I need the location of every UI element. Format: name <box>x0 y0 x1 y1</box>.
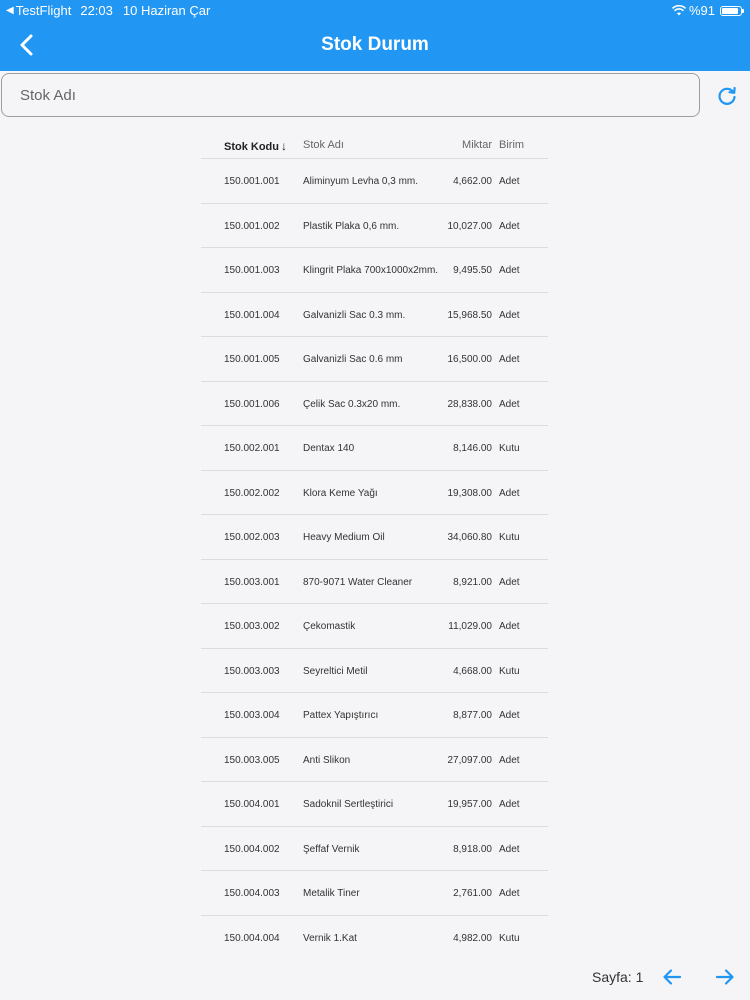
column-header-quantity[interactable]: Miktar <box>462 139 492 151</box>
column-header-stock-name[interactable]: Stok Adı <box>303 139 344 151</box>
cell-unit: Adet <box>499 309 520 321</box>
cell-stock-name: Klingrit Plaka 700x1000x2mm. <box>303 265 439 276</box>
stock-table <box>201 134 548 959</box>
battery-fill <box>722 8 738 14</box>
table-row[interactable] <box>201 381 548 426</box>
cell-quantity: 8,877.00 <box>453 710 492 721</box>
arrow-right-icon[interactable] <box>714 966 736 988</box>
status-date: 10 Haziran Çar <box>122 3 211 18</box>
cell-stock-name: Vernik 1.Kat <box>303 932 357 944</box>
cell-stock-name: Dentax 140 <box>303 443 355 454</box>
cell-stock-name: Heavy Medium Oil <box>303 532 385 543</box>
table-row[interactable] <box>201 203 548 248</box>
cell-stock-code: 150.002.003 <box>224 532 280 543</box>
cell-unit: Adet <box>499 754 520 766</box>
cell-stock-name: Metalik Tiner <box>303 888 360 899</box>
cell-quantity: 19,957.00 <box>447 799 492 810</box>
cell-stock-code: 150.001.003 <box>224 265 280 276</box>
cell-quantity: 9,495.50 <box>453 265 492 276</box>
table-row[interactable] <box>201 648 548 693</box>
cell-quantity: 34,060.80 <box>447 532 492 543</box>
cell-unit: Adet <box>499 220 520 232</box>
cell-stock-code: 150.003.001 <box>224 576 280 588</box>
cell-unit: Adet <box>499 176 520 187</box>
arrow-down-icon[interactable]: ↓ <box>281 139 287 153</box>
cell-stock-name: Sadoknil Sertleştirici <box>303 799 394 810</box>
cell-stock-code: 150.002.002 <box>224 487 280 499</box>
cell-unit: Adet <box>499 398 520 410</box>
table-row[interactable] <box>201 292 548 337</box>
cell-stock-name: Plastik Plaka 0,6 mm. <box>303 220 400 232</box>
table-row[interactable] <box>201 826 548 871</box>
cell-unit: Kutu <box>499 665 520 677</box>
table-row[interactable] <box>201 915 548 960</box>
table-row[interactable] <box>201 158 548 203</box>
cell-quantity: 8,146.00 <box>453 443 492 454</box>
cell-unit: Kutu <box>499 443 520 454</box>
back-to-app-icon[interactable]: ◀ <box>6 5 14 16</box>
cell-quantity: 19,308.00 <box>447 487 492 499</box>
cell-quantity: 4,982.00 <box>453 932 492 944</box>
table-row[interactable] <box>201 692 548 737</box>
table-row[interactable] <box>201 247 548 292</box>
column-header-unit[interactable]: Birim <box>499 139 525 151</box>
cell-stock-name: 870-9071 Water Cleaner <box>303 576 413 588</box>
app-bar <box>0 0 750 71</box>
cell-unit: Adet <box>499 843 520 855</box>
cell-stock-name: Şeffaf Vernik <box>303 843 360 855</box>
cell-quantity: 11,029.00 <box>448 621 492 632</box>
status-bar-left <box>6 3 210 18</box>
cell-quantity: 15,968.50 <box>447 309 492 321</box>
cell-stock-name: Galvanizli Sac 0.6 mm <box>303 354 403 365</box>
cell-unit: Adet <box>499 710 520 721</box>
cell-unit: Adet <box>499 265 520 276</box>
cell-stock-code: 150.001.004 <box>224 309 280 321</box>
cell-quantity: 2,761.00 <box>453 888 492 899</box>
cell-stock-code: 150.003.003 <box>224 665 280 677</box>
table-row[interactable] <box>201 470 548 515</box>
cell-quantity: 10,027.00 <box>447 220 492 232</box>
cell-stock-name: Çekomastik <box>303 621 356 632</box>
cell-unit: Adet <box>499 576 520 588</box>
cell-stock-code: 150.004.003 <box>224 888 280 899</box>
wifi-icon <box>672 5 686 16</box>
cell-quantity: 16,500.00 <box>447 354 492 365</box>
table-row[interactable] <box>201 559 548 604</box>
table-row[interactable] <box>201 425 548 470</box>
cell-stock-name: Aliminyum Levha 0,3 mm. <box>303 176 419 187</box>
cell-stock-code: 150.001.005 <box>224 354 280 365</box>
table-header <box>201 134 548 158</box>
cell-quantity: 8,921.00 <box>453 576 492 588</box>
cell-stock-name: Galvanizli Sac 0.3 mm. <box>303 309 406 321</box>
cell-quantity: 4,668.00 <box>453 665 492 677</box>
cell-stock-name: Klora Keme Yağı <box>303 487 378 499</box>
cell-stock-code: 150.003.002 <box>224 621 280 632</box>
cell-stock-name: Çelik Sac 0.3x20 mm. <box>303 398 401 410</box>
cell-stock-code: 150.001.001 <box>224 176 280 187</box>
search-input[interactable] <box>1 73 700 117</box>
cell-stock-name: Anti Slikon <box>303 754 351 766</box>
refresh-icon[interactable] <box>715 84 739 108</box>
table-body <box>201 158 548 959</box>
table-row[interactable] <box>201 870 548 915</box>
cell-unit: Adet <box>499 888 520 899</box>
status-bar <box>0 0 750 20</box>
status-time: 22:03 <box>80 3 113 18</box>
back-to-app-label[interactable]: TestFlight <box>15 3 72 18</box>
cell-stock-code: 150.001.002 <box>224 220 280 232</box>
cell-quantity: 4,662.00 <box>453 176 492 187</box>
cell-quantity: 28,838.00 <box>447 398 492 410</box>
cell-stock-code: 150.004.001 <box>224 799 280 810</box>
page-title: Stok Durum <box>321 34 429 55</box>
cell-stock-name: Pattex Yapıştırıcı <box>303 710 379 721</box>
battery-percent: %91 <box>688 3 715 18</box>
cell-unit: Kutu <box>499 932 520 944</box>
cell-unit: Kutu <box>499 532 520 543</box>
cell-unit: Adet <box>499 354 520 365</box>
cell-stock-name: Seyreltici Metil <box>303 665 368 677</box>
cell-stock-code: 150.004.004 <box>224 932 280 944</box>
cell-stock-code: 150.004.002 <box>224 843 280 855</box>
cell-stock-code: 150.002.001 <box>224 443 280 454</box>
cell-quantity: 8,918.00 <box>453 843 492 855</box>
arrow-left-icon[interactable] <box>661 966 683 988</box>
cell-quantity: 27,097.00 <box>447 754 492 766</box>
table-row[interactable] <box>201 336 548 381</box>
table-row[interactable] <box>201 781 548 826</box>
table-row[interactable] <box>201 514 548 559</box>
cell-stock-code: 150.003.004 <box>224 710 280 721</box>
battery-icon <box>720 6 742 16</box>
cell-unit: Adet <box>499 799 520 810</box>
status-bar-right <box>672 3 742 18</box>
cell-unit: Adet <box>499 487 520 499</box>
column-header-stock-code[interactable] <box>224 139 287 153</box>
column-header-stock-code-label[interactable]: Stok Kodu <box>224 141 279 153</box>
cell-unit: Adet <box>499 621 520 632</box>
table-row[interactable] <box>201 603 548 648</box>
cell-stock-code: 150.001.006 <box>224 398 280 410</box>
cell-stock-code: 150.003.005 <box>224 754 280 766</box>
table-row[interactable] <box>201 737 548 782</box>
page-indicator: Sayfa: 1 <box>592 969 644 985</box>
